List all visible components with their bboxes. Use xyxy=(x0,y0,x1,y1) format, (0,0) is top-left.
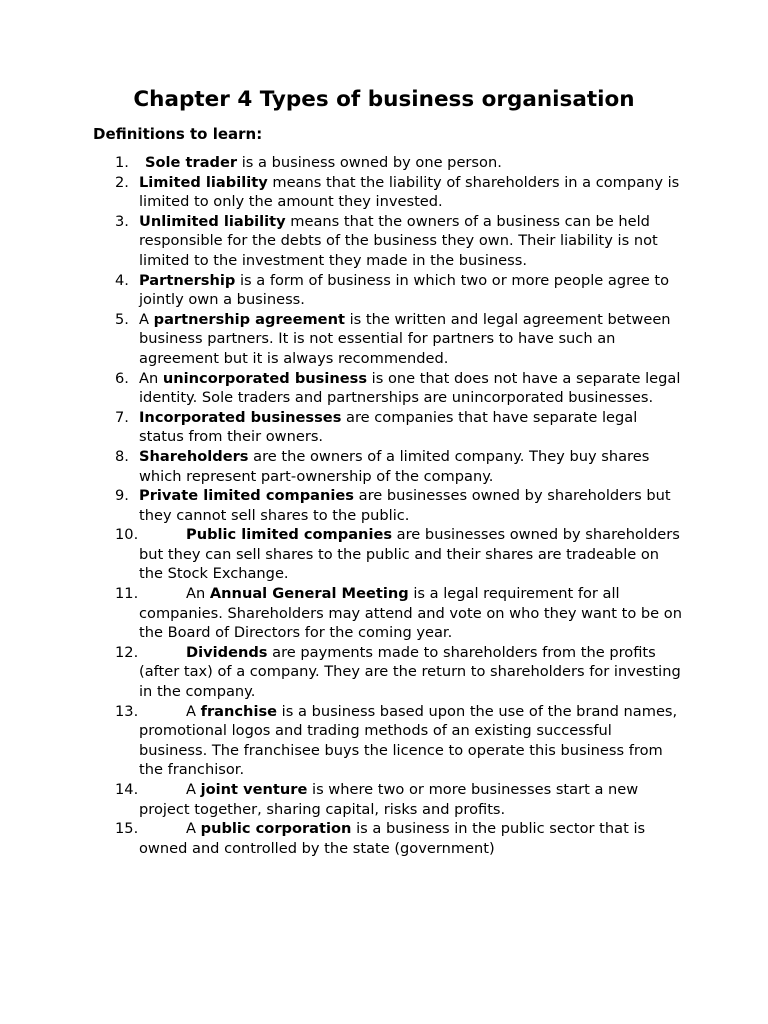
list-item xyxy=(0,173,684,212)
item-text: are payments made to shareholders from the profits (after tax) of a company. They are the return to shareholders for investing in the company. xyxy=(139,643,681,701)
item-number: 1. xyxy=(115,154,129,171)
item-number: 5. xyxy=(115,310,129,328)
item-number: 6. xyxy=(115,369,129,387)
definitions-list xyxy=(0,153,768,858)
item-number: 14. xyxy=(115,781,139,798)
list-item xyxy=(0,643,684,702)
item-text: are businesses owned by shareholders but they can sell shares to the public and their shares are tradeable on the Stock Exchange. xyxy=(139,526,680,583)
item-term: unincorporated business xyxy=(162,369,368,387)
item-number: 2. xyxy=(115,173,129,191)
item-term: joint venture xyxy=(200,781,308,798)
item-number: 12. xyxy=(115,643,139,661)
list-item xyxy=(0,369,684,408)
list-item xyxy=(0,408,684,447)
item-term: Sole trader xyxy=(145,154,238,171)
item-text: is a business owned by one person. xyxy=(237,154,502,171)
item-text: is a business based upon the use of the brand names, promotional logos and trading methods of an existing successful business. The franchisee buys the licence to operate this business from the franchisor. xyxy=(139,702,678,779)
list-item xyxy=(0,447,684,486)
item-number: 4. xyxy=(115,271,129,289)
item-text: means that the liability of shareholders in a company is limited to only the amount they invested. xyxy=(139,173,680,211)
list-item xyxy=(0,153,684,173)
item-term: franchise xyxy=(200,702,278,720)
item-number: 8. xyxy=(115,447,129,465)
item-text: is a legal requirement for all companies. Shareholders may attend and vote on who they want to be on the Board of Directors for the coming year. xyxy=(139,585,682,642)
item-prefix: An xyxy=(186,585,210,603)
list-item xyxy=(0,702,684,780)
item-term: public corporation xyxy=(200,820,352,838)
list-item xyxy=(0,212,684,271)
item-term: Annual General Meeting xyxy=(209,585,409,603)
list-item xyxy=(0,525,684,584)
item-number: 11. xyxy=(115,585,139,603)
list-item xyxy=(0,310,684,369)
item-number: 3. xyxy=(115,212,129,230)
item-prefix: A xyxy=(139,310,154,328)
item-text: is one that does not have a separate legal identity. Sole traders and partnerships are unincorporated businesses. xyxy=(139,369,681,407)
section-heading: Definitions to learn: xyxy=(93,125,263,143)
list-item xyxy=(0,486,684,525)
item-number: 15. xyxy=(115,820,139,838)
item-text: is where two or more businesses start a new project together, sharing capital, risks and profits. xyxy=(139,781,639,818)
list-item xyxy=(0,780,684,819)
item-term: Partnership xyxy=(139,271,236,289)
item-number: 10. xyxy=(115,526,139,544)
item-term: Unlimited liability xyxy=(139,212,286,230)
item-term: Public limited companies xyxy=(186,526,393,544)
list-item xyxy=(0,584,684,643)
item-term: Dividends xyxy=(186,643,268,661)
item-term: Limited liability xyxy=(139,173,268,191)
item-term: Incorporated businesses xyxy=(139,408,342,426)
item-prefix: An xyxy=(139,369,163,387)
item-text: are businesses owned by shareholders but they cannot sell shares to the public. xyxy=(139,487,671,524)
item-text: means that the owners of a business can be held responsible for the debts of the business they own. Their liability is not limited to the investment they made in the business. xyxy=(139,212,658,269)
item-text: are companies that have separate legal status from their owners. xyxy=(139,408,638,446)
item-prefix: A xyxy=(186,781,201,798)
item-text: are the owners of a limited company. They buy shares which represent part-ownership of the company. xyxy=(139,447,650,485)
item-number: 7. xyxy=(115,408,129,426)
item-text: is a business in the public sector that is owned and controlled by the state (government) xyxy=(139,820,646,857)
item-number: 9. xyxy=(115,487,129,505)
list-item xyxy=(0,271,684,310)
item-text: is the written and legal agreement between business partners. It is not essential for partners to have such an agreement but it is always recommended. xyxy=(139,310,671,367)
item-term: partnership agreement xyxy=(153,310,345,328)
item-term: Shareholders xyxy=(139,447,249,465)
item-prefix: A xyxy=(186,820,201,838)
page-title: Chapter 4 Types of business organisation xyxy=(133,87,635,112)
item-term: Private limited companies xyxy=(139,487,354,505)
item-prefix: A xyxy=(186,702,201,720)
item-text: is a form of business in which two or more people agree to jointly own a business. xyxy=(139,271,670,309)
list-item xyxy=(0,819,684,858)
item-number: 13. xyxy=(115,702,139,720)
